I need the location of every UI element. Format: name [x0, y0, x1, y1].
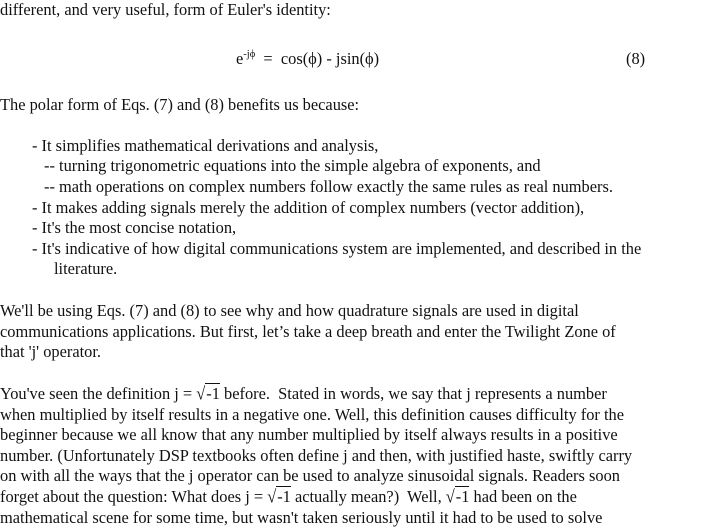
equation-rhs: = cos(ϕ) - jsin(ϕ) — [255, 49, 380, 68]
def-text-post: before. Stated in words, we say that j represents a number — [219, 384, 607, 403]
paragraph-def-line7: mathematical scene for some time, but wasn't taken seriously until it had to be used to solve — [0, 508, 603, 527]
paragraph-eqs-line1: We'll be using Eqs. (7) and (8) to see why and how quadrature signals are used in digital — [0, 301, 579, 320]
sqrt-radical-sign: √ — [445, 486, 455, 507]
sqrt-radicand: -1 — [277, 487, 291, 506]
paragraph-def-line4: number. (Unfortunately DSP textbooks often define j and then, with justified haste, swiftly carry — [0, 446, 633, 465]
question-text-mid: actually mean?) Well, — [290, 487, 446, 506]
paragraph-def-line3: beginner because we all know that any number multiplied by itself always results in a positive — [0, 425, 618, 444]
sqrt-radical-sign: √ — [196, 383, 206, 404]
paragraph-def-line6 — [0, 487, 577, 507]
paragraph-polar-form: The polar form of Eqs. (7) and (8) benefits us because: — [0, 95, 360, 114]
bullet-indicative: - It's indicative of how digital communications system are implemented, and described in the — [32, 239, 642, 258]
question-text-pre: forget about the question: What does j = — [0, 487, 268, 506]
subbullet-math-ops: -- math operations on complex numbers follow exactly the same rules as real numbers. — [44, 177, 613, 196]
equation-8 — [0, 48, 720, 70]
equation-exponent: -jϕ — [243, 49, 256, 60]
equation-number: (8) — [626, 49, 646, 68]
bullet-simplifies: - It simplifies mathematical derivations and analysis, — [32, 136, 379, 155]
equation-base: e — [236, 49, 244, 68]
paragraph-def-line2: when multiplied by itself results in a negative one. Well, this definition causes difficulty for the — [0, 405, 624, 424]
subbullet-trig: -- turning trigonometric equations into the simple algebra of exponents, and — [44, 156, 541, 175]
sqrt-neg-one — [267, 487, 291, 507]
def-text-pre: You've seen the definition j = — [0, 384, 197, 403]
bullet-concise: - It's the most concise notation, — [32, 218, 237, 237]
paragraph-def-line1 — [0, 384, 607, 404]
sqrt-neg-one — [196, 384, 220, 404]
paragraph-def-line5: on with all the ways that the j operator can be used to analyze sinusoidal signals. Readers soon — [0, 466, 620, 485]
question-text-post: had been on the — [469, 487, 577, 506]
sqrt-radical-sign: √ — [267, 486, 277, 507]
sqrt-neg-one — [446, 487, 470, 507]
paragraph-eqs-line2: communications applications. But first, let’s take a deep breath and enter the Twilight Zone of — [0, 322, 616, 341]
bullet-adding-signals: - It makes adding signals merely the addition of complex numbers (vector addition), — [32, 198, 585, 217]
intro-line: different, and very useful, form of Euler's identity: — [0, 0, 331, 19]
sqrt-radicand: -1 — [455, 487, 470, 506]
paragraph-eqs-line3: that 'j' operator. — [0, 342, 102, 361]
equation-body — [236, 48, 379, 73]
bullet-indicative-cont: literature. — [54, 259, 118, 278]
sqrt-radicand: -1 — [206, 384, 220, 403]
